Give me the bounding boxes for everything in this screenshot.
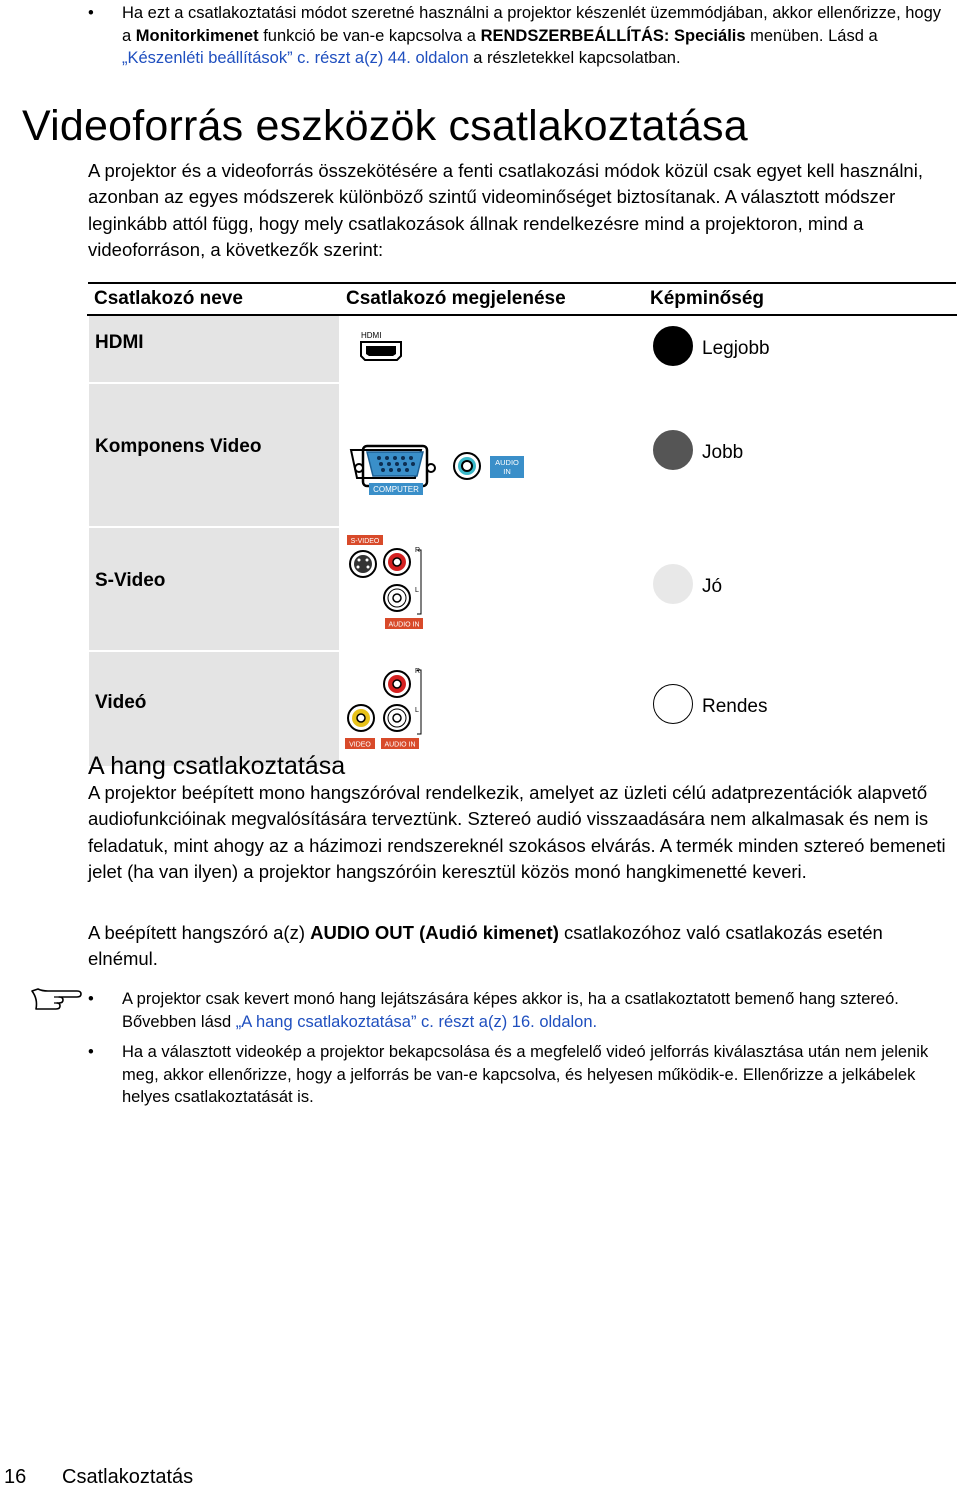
text: funkció be van-e kapcsolva a — [258, 26, 481, 45]
note-text: Ha a választott videokép a projektor bekapcsolása és a megfelelő videó jelforrás kiválasztása után nem jelenik meg, akkor ellenőrizze, hogy a jelforrás be van-e kapcsolva, és helyesen működik-e. Ellenőrizze a jelkábelek helyes csatlakoztatását is. — [122, 1043, 929, 1106]
text: a részletekkel kapcsolatban. — [468, 49, 681, 67]
port-label: AUDIO IN — [384, 741, 416, 749]
table-row-component — [88, 383, 956, 527]
quality-cell — [644, 527, 956, 651]
quality-label: Jobb — [702, 442, 744, 463]
connector-name: HDMI — [88, 315, 340, 383]
port-label: R — [415, 668, 421, 675]
cross-reference-link[interactable]: „A hang csatlakoztatása” c. részt a(z) 16. oldalon — [235, 1012, 593, 1031]
intro-bullet — [88, 2, 948, 70]
pointing-hand-icon — [30, 985, 82, 1015]
connector-image — [340, 315, 644, 383]
audio-heading: A hang csatlakoztatása — [88, 752, 346, 780]
col-header-appearance: Csatlakozó megjelenése — [340, 283, 644, 315]
bullet-dot: • — [88, 4, 94, 22]
quality-circle — [653, 430, 693, 470]
quality-cell — [644, 651, 956, 767]
quality-circle — [653, 564, 693, 604]
port-label: IN — [503, 467, 511, 476]
audio-mute-paragraph — [88, 920, 950, 973]
col-header-name: Csatlakozó neve — [88, 283, 340, 315]
table-row-video — [88, 651, 956, 767]
port-label: AUDIO IN — [388, 621, 420, 629]
audio-paragraph: A projektor beépített mono hangszóróval rendelkezik, amelyet az üzleti célú adatprezentációk alapvető audiofunkcióinak megvalósítására terveztünk. Sztereó audió visszaadására nem alkalmasak és nem is feladatuk, mint ahogy az a házimozi rendszereknél szokásos elvárás. A termék minden sztereó bemeneti jelet (ha van ilyen) a projektor hangszóróin keresztül közös monó hangkimenetté keveri. — [88, 782, 946, 882]
text: Ha ezt a csatlakoztatási módot szeretné használni a projektor készenlét üzemmódjában, akkor ellenőrizze, hogy a — [122, 4, 942, 45]
page-number: 16 — [4, 1466, 27, 1488]
note-text — [122, 988, 948, 1033]
port-label: L — [415, 707, 419, 714]
bullet-dot: • — [88, 990, 94, 1008]
port-label: HDMI — [361, 331, 382, 340]
bold-term: RENDSZERBEÁLLÍTÁS: Speciális — [480, 26, 746, 45]
port-label: R — [415, 547, 421, 554]
text: . — [592, 1012, 598, 1031]
text: csatlakozóhoz való csatlakozás esetén elnémul. — [88, 922, 883, 970]
table-row-hdmi — [88, 315, 956, 383]
port-label: L — [415, 587, 419, 594]
intro-bullet-text — [122, 2, 948, 70]
quality-circle — [653, 326, 693, 366]
port-label: S-VIDEO — [350, 538, 380, 545]
text: A projektor csak kevert monó hang lejátszására képes akkor is, ha a csatlakoztatott bemenő hang sztereó. Bővebben lásd — [122, 990, 899, 1031]
connector-table — [87, 282, 957, 768]
quality-label: Jó — [702, 576, 723, 597]
connector-image — [340, 383, 644, 527]
text: A beépített hangszóró a(z) — [88, 922, 311, 943]
note-bullet-1 — [88, 988, 948, 1033]
section-title: Videoforrás eszközök csatlakoztatása — [22, 102, 748, 150]
connector-name: Videó — [88, 651, 340, 767]
intro-paragraph: A projektor és a videoforrás összekötésére a fenti csatlakozási módok közül csak egyet kell használni, azonban az egyes módszerek különböző szintű videominőséget biztosítanak. A választott módszer leginkább attól függ, hogy mely csatlakozások állnak rendelkezésre mind a projektoron, mind a videoforráson, a következők szerint: — [88, 160, 923, 260]
quality-cell — [644, 383, 956, 527]
quality-label: Legjobb — [702, 338, 770, 359]
bold-term: AUDIO OUT (Audió kimenet) — [310, 922, 559, 943]
bullet-dot: • — [88, 1043, 94, 1061]
cross-reference-link[interactable]: „Készenléti beállítások” c. részt a(z) 44. oldalon — [122, 49, 469, 67]
connector-name: S-Video — [88, 527, 340, 651]
quality-circle — [653, 684, 693, 724]
svideo-port-icon — [341, 528, 633, 644]
table-row-svideo — [88, 527, 956, 651]
port-label: AUDIO — [495, 458, 519, 467]
connector-image — [340, 527, 644, 651]
chapter-name: Csatlakoztatás — [62, 1466, 194, 1488]
note-bullet-2 — [88, 1041, 948, 1109]
port-label: COMPUTER — [373, 485, 419, 494]
col-header-quality: Képminőség — [644, 283, 956, 315]
hdmi-port-icon — [341, 316, 633, 376]
connector-name: Komponens Video — [88, 383, 340, 527]
quality-cell — [644, 315, 956, 383]
quality-label: Rendes — [702, 696, 768, 717]
connector-image — [340, 651, 644, 767]
computer-port-icon — [341, 384, 633, 520]
bold-term: Monitorkimenet — [135, 26, 259, 45]
text: menüben. Lásd a — [745, 26, 878, 45]
video-port-icon — [341, 652, 633, 760]
port-label: VIDEO — [349, 741, 371, 749]
